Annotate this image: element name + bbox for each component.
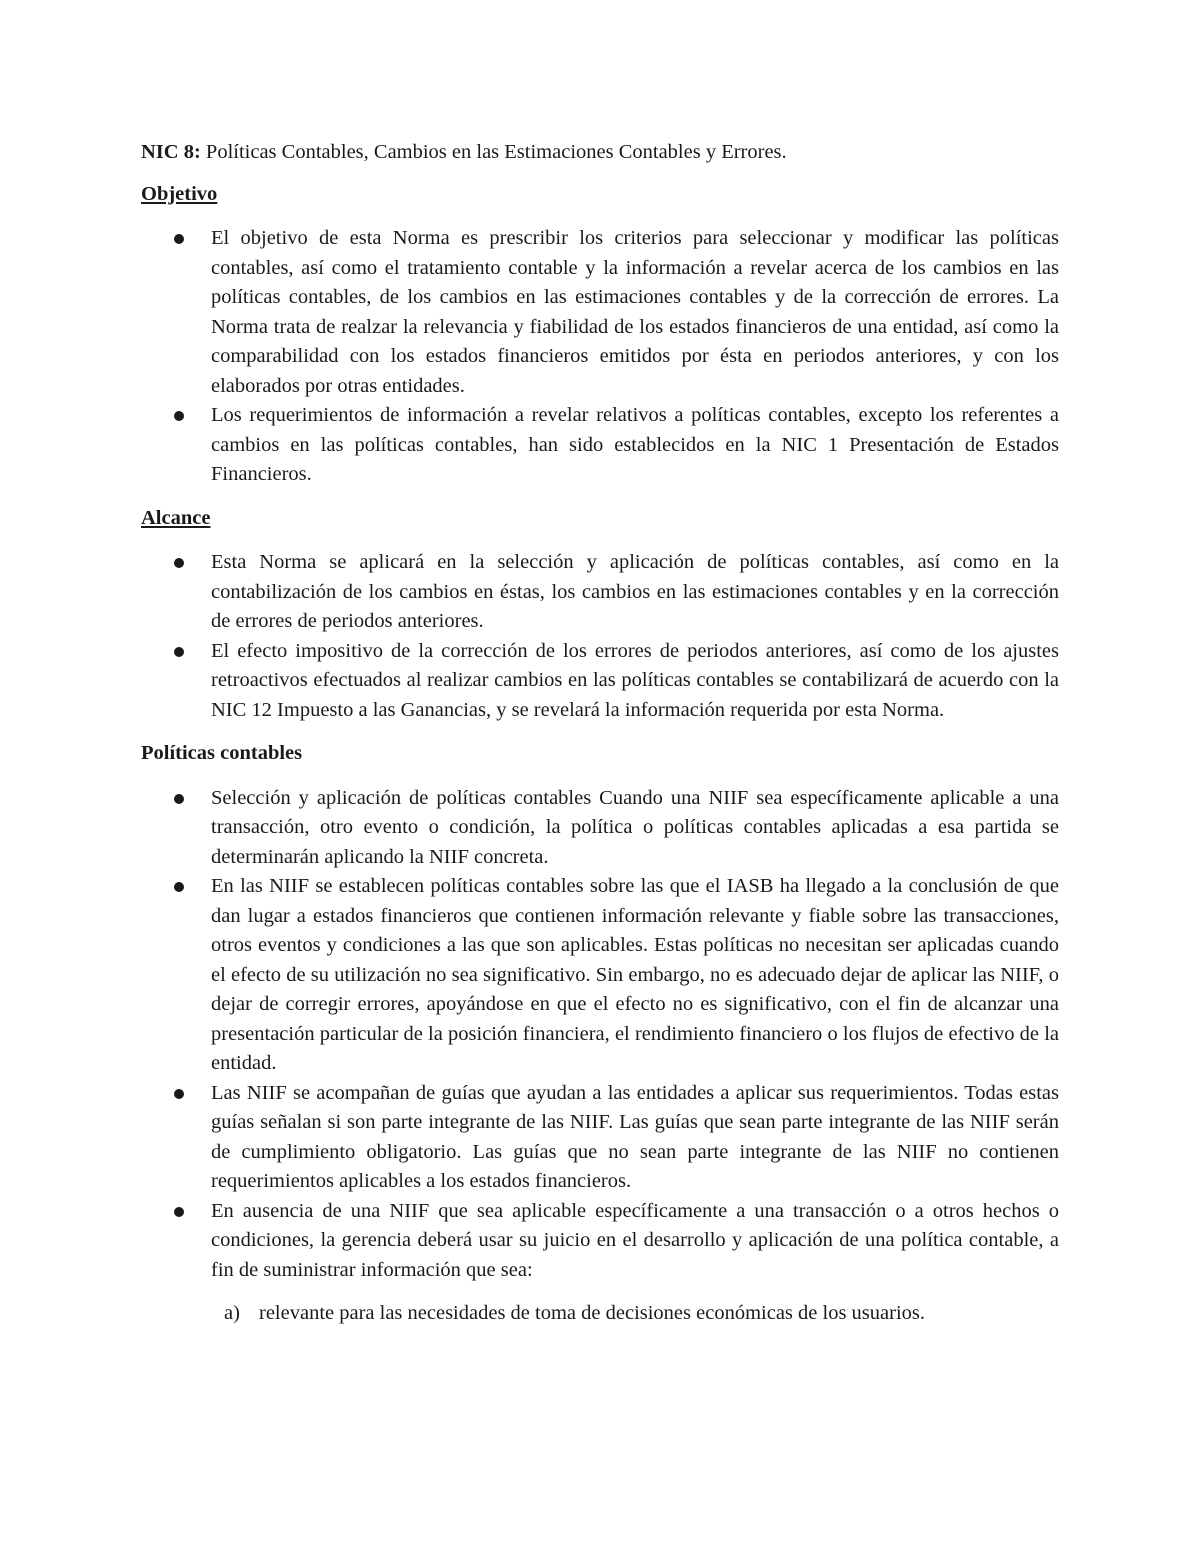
heading-alcance: Alcance bbox=[141, 506, 211, 529]
heading-politicas-contables: Políticas contables bbox=[141, 742, 303, 764]
list-item bbox=[141, 224, 1059, 401]
document-title bbox=[141, 138, 1059, 168]
bullet-icon bbox=[174, 558, 184, 568]
bullet-icon bbox=[174, 1089, 184, 1099]
list-item-text: En ausencia de una NIIF que sea aplicable específicamente a una transacción o a otros hechos o condiciones, la gerencia deberá usar su juicio en el desarrollo y aplicación de una política contable, a fin de suministrar información que sea: bbox=[211, 1199, 1059, 1281]
list-alcance bbox=[141, 548, 1059, 725]
list-item-text: Selección y aplicación de políticas contables Cuando una NIIF sea específicamente aplicable a una transacción, otro evento o condición, la política o políticas contables aplicadas a esa partida se determinarán aplicando la NIIF concreta. bbox=[211, 786, 1059, 868]
list-item-text: Los requerimientos de información a revelar relativos a políticas contables, excepto los referentes a cambios en las políticas contables, han sido establecidos en la NIC 1 Presentación de Estados Financieros. bbox=[211, 404, 1059, 485]
heading-objetivo: Objetivo bbox=[141, 182, 218, 205]
list-item bbox=[141, 548, 1059, 637]
sublist-item-text: relevante para las necesidades de toma de decisiones económicas de los usuarios. bbox=[259, 1302, 925, 1324]
list-item bbox=[141, 1197, 1059, 1286]
list-item-text: Las NIIF se acompañan de guías que ayudan a las entidades a aplicar sus requerimientos. Todas estas guías señalan si son parte integrante de las NIIF. Las guías que sean parte integrante de las NIIF serán de cumplimiento obligatorio. Las guías que no sean parte integrante de las NIIF no contienen requerimientos aplicables a los estados financieros. bbox=[211, 1081, 1059, 1192]
list-item bbox=[141, 637, 1059, 726]
standard-title: Políticas Contables, Cambios en las Estimaciones Contables y Errores. bbox=[200, 141, 787, 163]
document-page bbox=[141, 138, 1059, 1329]
bullet-icon bbox=[174, 794, 184, 804]
list-item-text: El objetivo de esta Norma es prescribir los criterios para seleccionar y modificar las políticas contables, así como el tratamiento contable y la información a revelar acerca de los cambios en las políticas contables, de los cambios en las estimaciones contables y de la corrección de errores. La Norma trata de realzar la relevancia y fiabilidad de los estados financieros de una entidad, así como la comparabilidad con los estados financieros emitidos por ésta en periodos anteriores, y con los elaborados por otras entidades. bbox=[211, 227, 1059, 397]
list-item-text: El efecto impositivo de la corrección de los errores de periodos anteriores, así como de los ajustes retroactivos efectuados al realizar cambios en las políticas contables se contabilizará de acuerdo con la NIC 12 Impuesto a las Ganancias, y se revelará la información requerida por esta Norma. bbox=[211, 639, 1059, 721]
list-item bbox=[141, 401, 1059, 490]
list-item bbox=[141, 1079, 1059, 1197]
list-item bbox=[141, 872, 1059, 1079]
sublist-politicas bbox=[141, 1299, 1059, 1329]
standard-code: NIC 8: bbox=[141, 141, 201, 163]
bullet-icon bbox=[174, 882, 184, 892]
bullet-icon bbox=[174, 411, 184, 421]
list-objetivo bbox=[141, 224, 1059, 490]
bullet-icon bbox=[174, 1207, 184, 1217]
bullet-icon bbox=[174, 234, 184, 244]
list-politicas-contables bbox=[141, 784, 1059, 1286]
bullet-icon bbox=[174, 647, 184, 657]
sublist-item bbox=[141, 1299, 1059, 1329]
sublist-marker: a) bbox=[224, 1302, 240, 1324]
list-item bbox=[141, 784, 1059, 873]
list-item-text: Esta Norma se aplicará en la selección y aplicación de políticas contables, así como en la contabilización de los cambios en éstas, los cambios en las estimaciones contables y en la corrección de errores de periodos anteriores. bbox=[211, 551, 1059, 632]
list-item-text: En las NIIF se establecen políticas contables sobre las que el IASB ha llegado a la conclusión de que dan lugar a estados financieros que contienen información relevante y fiable sobre las transacciones, otros eventos y condiciones a las que son aplicables. Estas políticas no necesitan ser aplicadas cuando el efecto de su utilización no sea significativo. Sin embargo, no es adecuado dejar de aplicar las NIIF, o dejar de corregir errores, apoyándose en que el efecto no es significativo, con el fin de alcanzar una presentación particular de la posición financiera, el rendimiento financiero o los flujos de efectivo de la entidad. bbox=[211, 875, 1059, 1074]
